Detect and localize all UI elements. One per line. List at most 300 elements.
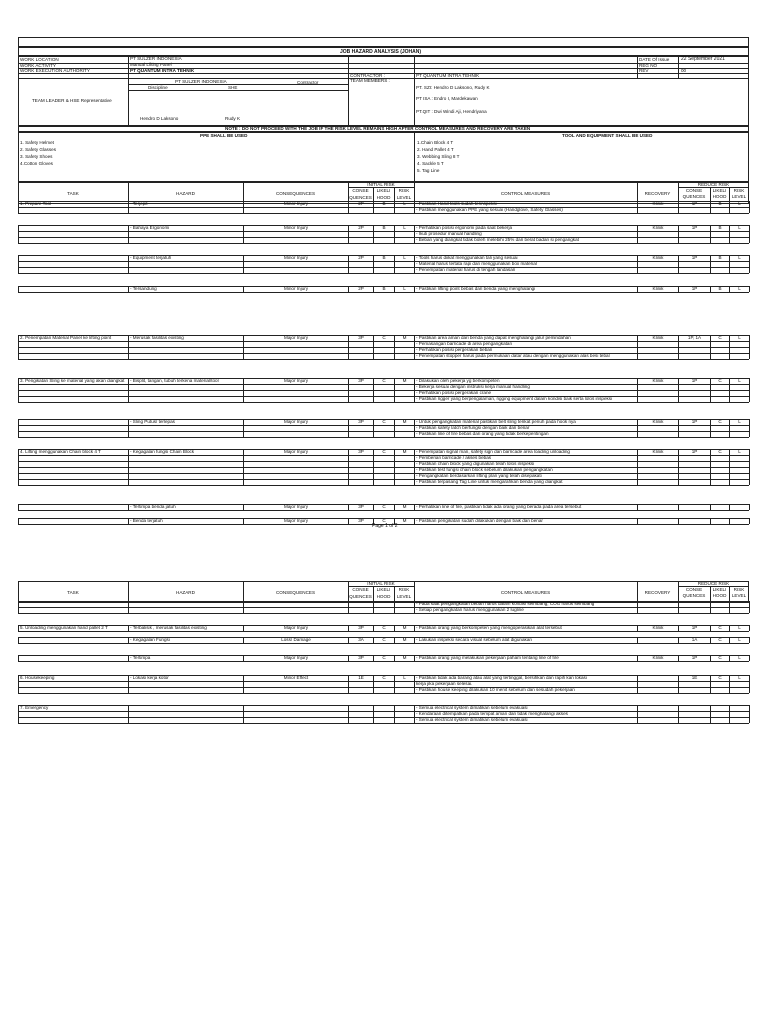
cell-task: 4. Lifting menggunakan Chain block 4 T [20,449,101,454]
cell-c: 3P [358,504,364,509]
cell-l: C [382,378,386,383]
cell-hazard: - Tertimpa benda jatuh [130,504,176,509]
cell-hazard [130,431,242,437]
cell-ctrl: - Semua electrical system dimatikan sebelum evakuasi [416,705,528,710]
cell-task: 5. Unloading menggunakan hand pallet 2 T [20,625,108,630]
cell-l [375,396,393,402]
cell-task [20,431,127,437]
cell-ctrl: - Pemasangan barricade di area pengangkatan [416,341,513,346]
cell-l: C [382,504,386,509]
cell-c2: 1P [691,225,698,230]
cell-task [20,637,127,643]
col-likeli-2: LIKELI [712,587,727,592]
cell-c2 [680,207,709,213]
cell-hazard [130,267,242,273]
ppe-item: 2. Safety Glasses [20,147,57,152]
cell-r: M [402,504,407,509]
cell-c: 2P [358,286,364,291]
cell-task [20,353,127,359]
cell-cons: Major Injury [284,504,308,509]
cell-c [350,479,372,485]
cell-l [375,717,393,723]
col-likeli: LIKELI [376,587,391,592]
cell-cons: Minor Injury [284,286,308,291]
cell-cons: Minor Effect [283,675,309,680]
cell-l: B [382,286,386,291]
cell-hazard: - Kegagalan fungsi Chain Block [130,449,195,454]
cell-r: L [403,675,406,680]
cell-ctrl: - Perhatikan posisi pergerakan crane [416,390,492,395]
team-members-label: TEAM MEMBERS : [350,78,390,83]
cell-rec [639,431,677,437]
cell-c2 [680,353,709,359]
col-task: TASK [67,590,79,595]
cell-c2: 1E [691,675,698,680]
cell-c2 [680,504,709,510]
cell-ctrl: - Pastikan safety latch berfungsi dengan baik dan benar [416,425,530,430]
cell-l2 [712,431,728,437]
cell-r2 [731,607,748,613]
cell-rec: Klinik [652,655,664,660]
cell-c2 [680,717,709,723]
work-location-value: PT SULZER INDONESIA [130,56,182,61]
cell-task [20,237,127,243]
cell-c2 [680,396,709,402]
cell-task [20,717,127,723]
cell-l [375,353,393,359]
cell-l2 [712,717,728,723]
cell-rec [639,518,677,524]
cell-l [375,237,393,243]
tool-item: 2. Hand Pallet 4 T [417,147,454,152]
cell-l2: B [718,255,722,260]
cell-task [20,518,127,524]
cell-hazard [130,237,242,243]
col-risk: RISK [398,188,410,193]
cell-cons: Major Injury [284,449,308,454]
cell-task: 6. Housekeeping [20,675,55,680]
cell-r: L [403,201,406,206]
tool-item: 1.Chain Block 4 T [417,140,454,145]
cell-c: 2P [358,201,364,206]
cell-ctrl: - Pastikan Hand tools sudah terinspeksi [416,201,497,206]
cell-ctrl: - Pastikan orang yang berkompeten yang mengoperasikan alat tersebut [416,625,562,630]
cell-c2 [680,479,709,485]
cell-ctrl: - Tools harus diikat menggunakan tali yang sesuai [416,255,518,260]
col-quences: QUENCES [349,195,372,200]
cell-l2 [712,237,728,243]
cell-task [20,607,127,613]
cell-task [20,687,127,693]
cell-cons: Minor Injury [284,255,308,260]
cell-l2: B [718,286,722,291]
tools-title: TOOL AND EQUIPMENT SHALL BE USED [562,133,653,138]
cell-l2: C [718,637,722,642]
col-hood: HOOD [376,195,391,200]
cell-l [375,607,393,613]
date-label: DATE Of Issue [639,57,670,62]
cell-r2 [731,518,748,524]
cell-c2: 1A [691,637,698,642]
cell-l: C [382,335,386,340]
cell-ctrl: - Perhatikan line of fire, pastikan tidak ada orang yang berada pada area tersebut [416,504,582,509]
cell-cons [245,237,347,243]
cell-l [375,431,393,437]
cell-r [396,717,413,723]
cell-rec: Klinik [652,419,664,424]
cell-ctrl: - Penempatan material harus di tengah landasan [416,267,516,272]
cell-rec: Klinik [652,255,664,260]
cell-cons: Loss/ Damage [281,637,311,642]
she-label: SHE [228,85,238,90]
doc-title: JOB HAZARD ANALYSIS (JOHAN) [340,49,422,55]
col-consequences: CONSEQUENCES [275,590,316,595]
cell-ctrl: - Lakukan inspeksi secara visual sebelum alat digunakan [416,637,532,642]
cell-hazard: - Sling Putus/ terlepas [130,419,175,424]
cell-c: 3P [358,518,364,523]
col-level-2: LEVEL [731,593,747,598]
cell-hazard [130,717,242,723]
cell-c2 [680,431,709,437]
cell-l2 [712,267,728,273]
cell-hazard: - Bahaya Ergonomi [130,225,170,230]
cell-c: 3P [358,625,364,630]
cell-r: M [402,655,407,660]
cell-rec [639,637,677,643]
cell-ctrl: - Pastikan orang yang melakukan pekerjaan paham tentang line of fire [416,655,559,660]
cell-hazard: - Merusak fasilitas existing [130,335,184,340]
cell-cons [245,353,347,359]
cell-ctrl: - Pastikan menggunakan PPE yang sesuai (Handglove, Safety Glasses) [416,207,563,212]
cell-cons [245,687,347,693]
tool-item: 5. Tag Line [417,168,440,173]
col-risk: RISK [398,587,410,592]
col-level: LEVEL [396,195,412,200]
cell-l2: C [718,655,722,660]
cell-hazard [130,353,242,359]
cell-cons: Minor Injury [284,225,308,230]
cell-rec [639,267,677,273]
cell-r2: L [738,201,741,206]
cell-cons [245,267,347,273]
col-recovery: RECOVERY [644,191,671,196]
cell-task [20,286,127,292]
work-location-label: WORK LOCATION [20,57,59,62]
cell-ctrl: - Ikuti prosedur manual handling [416,231,482,236]
cell-c2 [680,267,709,273]
ppe-frame [18,132,749,182]
col-hood: HOOD [376,594,391,599]
ppe-item: 3. Safety Shoes [20,154,53,159]
cell-rec: Klinik [652,625,664,630]
ppe-title: PPE SHALL BE USED [200,133,248,138]
company-name: PT SULZER INDONESIA [175,79,227,84]
cell-r [396,479,413,485]
cell-c2 [680,607,709,613]
leader-2: Rudy K [225,116,241,121]
cell-c2: 1P [691,378,698,383]
cell-c: 3P [358,655,364,660]
cell-r [396,237,413,243]
header-frame [18,37,749,47]
cell-l2 [712,479,728,485]
cell-r: L [403,225,406,230]
cell-cons: Major Injury [284,335,308,340]
cell-l2 [712,353,728,359]
cell-r2: L [738,335,741,340]
reg-label: REG NO [639,63,658,68]
cell-ctrl: - Pemberian barricade / akses bebas [416,455,492,460]
cell-c [350,431,372,437]
cell-rec [639,237,677,243]
work-exec-value: PT QUANTUM INTRA TEHNIK [130,68,195,73]
col-hood-2: HOOD [712,593,727,598]
col-hazard: HAZARD [176,590,195,595]
cell-rec [639,504,677,510]
cell-cons [245,717,347,723]
cell-hazard: - Benda terjatuh [130,518,163,523]
cell-r [396,431,413,437]
cell-rec: Klinik [652,201,664,206]
cell-ctrl: - Pengangkatan berdasarkan lifting plan yang telah disepakati [416,473,542,478]
col-likeli: LIKELI [376,188,391,193]
col-conse-2: CONSE [685,188,703,193]
col-initial-risk: INITIAL RISK [367,581,395,586]
cell-r2: L [738,225,741,230]
cell-l [375,267,393,273]
cell-r2: L [738,378,741,383]
cell-c2 [680,237,709,243]
tool-item: 3. Webbing Sling 8 T [417,154,460,159]
cell-rec [639,396,677,402]
cell-r [396,396,413,402]
cell-r2 [731,687,748,693]
cell-r2: L [738,449,741,454]
member-3: PT.QIT : Dwi Windi Aji, Hendriyana [416,109,487,114]
cell-ctrl: - Pastikan line of fire bebas dari orang yang tidak berkepentingan [416,431,549,436]
cell-c: 2P [358,225,364,230]
cell-c: 3P [358,335,364,340]
work-exec-label: WORK EXECUTION AUTHORITY [20,68,90,73]
cell-c2: 1P [691,449,698,454]
cell-hazard: - Terjepit [130,201,148,206]
cell-cons: Major Injury [284,378,308,383]
cell-c: 3P [358,419,364,424]
rev-value: 00 [681,68,687,73]
cell-r2 [731,207,748,213]
cell-r [396,687,413,693]
cell-r2: L [738,255,741,260]
cell-rec [639,353,677,359]
work-activity-label: WORK ACTIVITY [20,63,56,68]
cell-c2: 1P [691,201,698,206]
cell-ctrl: - Kendaraan ditempatkan pada tempat aman dan tidak menghalangi akses [416,711,568,716]
cell-c [350,607,372,613]
cell-ctrl: - Perhatikan posisi ergonomi pada saat bekerja [416,225,513,230]
cell-c [350,717,372,723]
col-level: LEVEL [396,594,412,599]
cell-c [350,353,372,359]
cell-cons: Major Injury [284,518,308,523]
col-task: TASK [67,191,79,196]
cell-hazard: - Bisplit, tangan, tubuh terkena material/tool [130,378,219,383]
member-2: PT ISA : Endro I, Mardekawan [416,96,478,101]
col-hazard: HAZARD [176,191,195,196]
cell-r2 [731,431,748,437]
cell-c [350,396,372,402]
cell-hazard [130,396,242,402]
cell-l2: C [718,419,722,424]
cell-ctrl: - Pastikan terpasang Tag Line untuk mengarahkan benda yang diangkat [416,479,563,484]
cell-r: M [402,625,407,630]
cell-ctrl: - Pastikan test fungsi chain block sebelum dilakukan pengangkatan [416,467,553,472]
cell-c: 2P [358,255,364,260]
cell-l: C [382,625,386,630]
col-conse-2: CONSE [685,587,703,592]
tool-item: 4. Sackle 5 T [417,161,444,166]
cell-l: C [382,518,386,523]
cell-l2 [712,504,728,510]
leader-1: Hendro D Laksono [140,116,179,121]
col-quences-2: QUENCES [682,194,706,199]
col-conse: CONSE [352,188,369,193]
cell-hazard: - Terbalisik , merusak fasilitas existing [130,625,207,630]
cell-cons: Major Injury [284,625,308,630]
cell-ctrl: - Semua electrical system dimatikan sebelum evakuasi [416,717,528,722]
cell-hazard [130,687,242,693]
cell-r2 [731,237,748,243]
cell-ctrl: - Penempatan stopper harus pada permukaan datar atau dengan menggunakan alas besi tebal [416,353,610,358]
cell-l: B [382,201,386,206]
col-recovery: RECOVERY [644,590,671,595]
cell-l: B [382,255,386,260]
cell-hazard [130,607,242,613]
col-reduce: REDUCE RISK [697,182,730,187]
cell-l: C [382,655,386,660]
cell-r2: L [738,625,741,630]
col-control: CONTROL MEASURES [500,590,551,595]
cell-l2: C [718,378,722,383]
cell-r: M [402,378,407,383]
cell-ctrl: - Pastikan area aman dari benda yang dapat menghalangi jalur pemindahan [416,335,571,340]
cell-l: C [382,419,386,424]
cell-l2: C [718,449,722,454]
cell-c: 3A [358,637,364,642]
date-value: 22 September 2021 [681,56,725,62]
cell-cons: Minor Injury [284,201,308,206]
col-hood-2: HOOD [712,194,727,199]
col-risk-2: RISK [733,188,745,193]
cell-l: C [382,675,386,680]
member-1: PT. SZI: Hendro D Laksono, Rudy K [416,85,490,90]
cell-task [20,396,127,402]
cell-c [350,687,372,693]
cell-l2 [712,207,728,213]
col-risk-2: RISK [733,587,745,592]
cell-task: 7. Emergency [20,705,49,710]
contractor-value: PT QUANTUM INTRA TEHNIK [416,73,480,78]
cell-l: C [382,637,386,642]
cell-hazard: - Tersandung [130,286,157,291]
cell-r [396,353,413,359]
cell-hazard: - Kegagalan Fungsi [130,637,170,642]
cell-hazard: - Equipment terjatuh [130,255,172,260]
cell-ctrl: - Material harus tertata rapi dan menggunakan box material [416,261,537,266]
cell-c2: 1P [691,286,698,291]
cell-cons [245,431,347,437]
cell-rec: Klinik [652,378,664,383]
cell-l2: B [718,201,722,206]
cell-task: 1. Prepare Tool [20,201,52,206]
cell-c2 [680,518,709,524]
cell-r: M [402,518,407,523]
cell-cons [245,607,347,613]
cell-cons [245,396,347,402]
page-number: Page 1 of 2 [372,523,398,529]
cell-cons [245,207,347,213]
cell-cons [245,479,347,485]
cell-c: 1E [358,675,364,680]
cell-ctrl: - Pastikan pengikatan sudah dilakukan dengan baik dan benar [416,518,543,523]
cell-ctrl: - Bekerja sesuai dengan instruksi kerja manual handling [416,384,530,389]
cell-rec: Klinik [652,335,664,340]
cell-l2: B [718,225,722,230]
col-conse: CONSE [352,587,369,592]
cell-c: 3P [358,378,364,383]
col-level-2: LEVEL [731,194,747,199]
cell-r2: L [738,655,741,660]
cell-task: 3. Pengikatan Sling ke material yang akan diangkat [20,378,125,383]
cell-r2 [731,504,748,510]
cell-l2 [712,396,728,402]
cell-l2: C [718,675,722,680]
cell-ctrl: - Pastikan house keeping dilakukan 10 menit sebelum dan sesudah pekerjaan [416,687,575,692]
cell-rec [639,607,677,613]
cell-rec [639,207,677,213]
cell-hazard: - Lokasi kerja kotor [130,675,169,680]
cell-c2: 1P [691,625,698,630]
cell-task [20,655,127,661]
cell-task [20,504,127,510]
cell-r2: L [738,286,741,291]
cell-ctrl: - Beban yang diangkat tidak boleh melebihi 25% dari berat badan si pengangkat [416,237,579,242]
cell-r2: L [738,419,741,424]
cell-ctrl: - Untuk pengangkatan material pastikan belt sling terikat penuh pada hook nya [416,419,576,424]
ppe-item: 1. Safety Helmet [20,140,54,145]
cell-c2: 1P [691,655,698,660]
col-likeli-2: LIKELI [712,188,727,193]
cell-r [396,207,413,213]
cell-rec [639,479,677,485]
cell-rec [639,687,677,693]
discipline-label: Discipline [148,85,168,90]
cell-c [350,267,372,273]
cell-ctrl: kerja jika pekerjaan selesai. [416,681,473,686]
cell-l2 [712,607,728,613]
rev-label: REV [639,68,649,73]
cell-task [20,267,127,273]
cell-r [396,267,413,273]
cell-r [396,607,413,613]
cell-l2 [712,687,728,693]
cell-c2: 1P [691,255,698,260]
cell-l2 [712,518,728,524]
cell-l2: C [718,335,722,340]
cell-c [350,207,372,213]
work-activity-value: Manual Lifting Panel [130,62,172,67]
cell-rec: Klinik [652,286,664,291]
ppe-item: 4.Cotton Gloves [20,161,53,166]
